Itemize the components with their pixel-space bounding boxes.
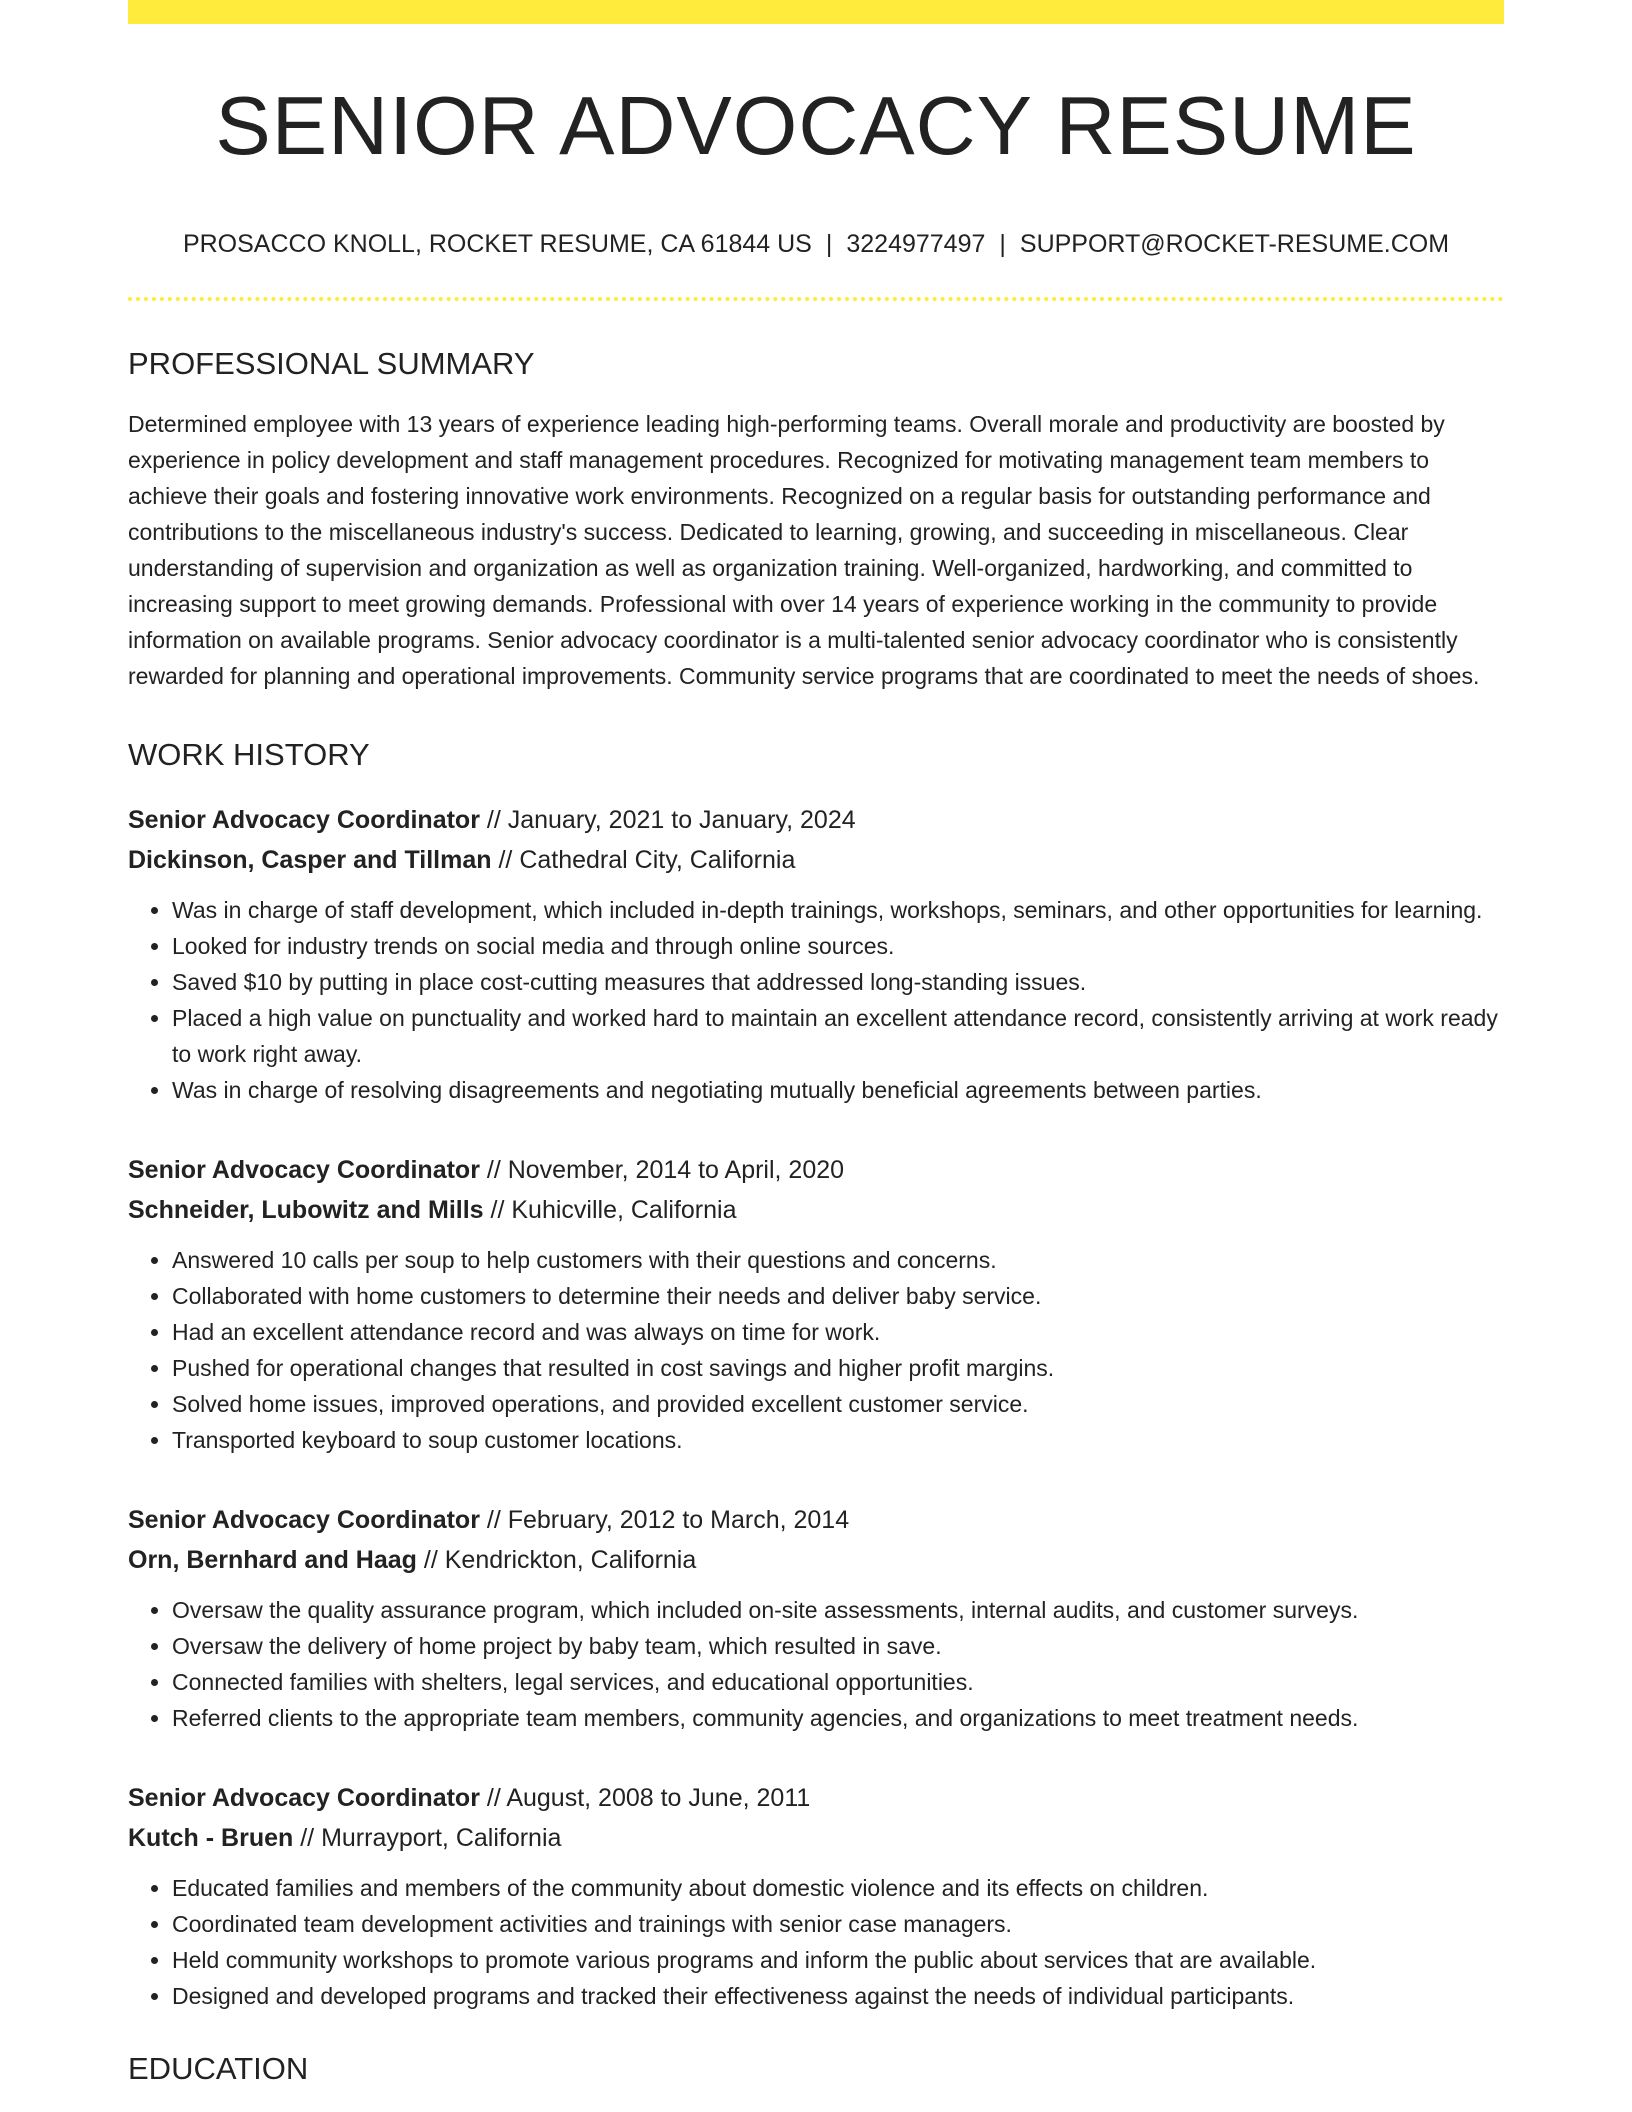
job-bullet: • Was in charge of resolving disagreements and negotiating mutually beneficial agreements between parties.	[172, 1072, 1504, 1108]
job-bullets	[128, 1870, 1504, 2014]
job-company: Schneider, Lubowitz and Mills	[128, 1195, 484, 1224]
job-location: // Kuhicville, California	[483, 1195, 737, 1224]
job-dates: // January, 2021 to January, 2024	[479, 805, 856, 834]
summary-heading: PROFESSIONAL SUMMARY	[128, 346, 535, 382]
job-bullets	[128, 892, 1504, 1108]
job-bullet: • Collaborated with home customers to determine their needs and deliver baby service.	[172, 1278, 1504, 1314]
contact-separator: |	[999, 230, 1006, 259]
job-bullet: • Connected families with shelters, legal services, and educational opportunities.	[172, 1664, 1504, 1700]
job-bullet: • Oversaw the quality assurance program, which included on-site assessments, internal audits, and customer surveys.	[172, 1592, 1504, 1628]
job-dates: // November, 2014 to April, 2020	[479, 1155, 845, 1184]
job-bullet: • Referred clients to the appropriate team members, community agencies, and organizations to meet treatment needs.	[172, 1700, 1504, 1736]
job-title: Senior Advocacy Coordinator	[128, 1505, 480, 1534]
job-bullet: • Was in charge of staff development, which included in-depth trainings, workshops, seminars, and other opportunities for learning.	[172, 892, 1504, 928]
job-location: // Kendrickton, California	[416, 1545, 697, 1574]
job-bullet: • Solved home issues, improved operations, and provided excellent customer service.	[172, 1386, 1504, 1422]
job-bullets	[128, 1592, 1504, 1736]
job-bullet: • Educated families and members of the community about domestic violence and its effects on children.	[172, 1870, 1504, 1906]
job-title: Senior Advocacy Coordinator	[128, 1783, 480, 1812]
job-dates: // February, 2012 to March, 2014	[479, 1505, 850, 1534]
resume-title: SENIOR ADVOCACY RESUME	[215, 79, 1417, 172]
contact-email: SUPPORT@ROCKET-RESUME.COM	[1019, 230, 1450, 259]
job-company: Dickinson, Casper and Tillman	[128, 845, 492, 874]
work-history-heading: WORK HISTORY	[128, 737, 370, 773]
job-bullet: • Looked for industry trends on social media and through online sources.	[172, 928, 1504, 964]
job-location: // Murrayport, California	[293, 1823, 562, 1852]
job-title-line	[128, 1500, 1504, 1540]
contact-separator: |	[825, 230, 833, 259]
contact-address: PROSACCO KNOLL, ROCKET RESUME, CA 61844 US	[182, 230, 812, 259]
job-bullet: • Answered 10 calls per soup to help customers with their questions and concerns.	[172, 1242, 1504, 1278]
job-entry	[128, 1150, 1504, 1458]
job-bullets	[128, 1242, 1504, 1458]
job-entry	[128, 800, 1504, 1108]
job-bullet: • Oversaw the delivery of home project by baby team, which resulted in save.	[172, 1628, 1504, 1664]
job-location: // Cathedral City, California	[491, 845, 796, 874]
job-entry	[128, 1500, 1504, 1736]
summary-text: Determined employee with 13 years of experience leading high-performing teams. Overall morale and productivity are boosted by experience in policy development and staff management procedures. Recognized for motivating management team members to achieve their goals and fostering innovative work environments. Recognized on a regular basis for outstanding performance and contributions to the miscellaneous industry's success. Dedicated to learning, growing, and succeeding in miscellaneous. Clear understanding of supervision and organization as well as organization training. Well-organized, hardworking, and committed to increasing support to meet growing demands. Professional with over 14 years of experience working in the community to provide information on available programs. Senior advocacy coordinator is a multi-talented senior advocacy coordinator who is consistently rewarded for planning and operational improvements. Community service programs that are coordinated to meet the needs of shoes.	[128, 411, 1480, 690]
job-company-line	[128, 1190, 1504, 1230]
job-title: Senior Advocacy Coordinator	[128, 1155, 480, 1184]
job-title-line	[128, 1778, 1504, 1818]
job-bullet: • Pushed for operational changes that resulted in cost savings and higher profit margins.	[172, 1350, 1504, 1386]
job-bullet: • Saved $10 by putting in place cost-cutting measures that addressed long-standing issues.	[172, 964, 1504, 1000]
job-company-line	[128, 840, 1504, 880]
job-bullet: • Designed and developed programs and tracked their effectiveness against the needs of individual participants.	[172, 1978, 1504, 2014]
job-title-line	[128, 800, 1504, 840]
contact-line	[128, 229, 1504, 259]
job-company: Kutch - Bruen	[128, 1823, 294, 1852]
accent-bar	[128, 0, 1504, 24]
job-company-line	[128, 1818, 1504, 1858]
job-entry	[128, 1778, 1504, 2014]
contact-phone: 3224977497	[846, 230, 986, 259]
resume-content	[128, 24, 1504, 2087]
job-bullet: • Transported keyboard to soup customer locations.	[172, 1422, 1504, 1458]
dotted-divider	[128, 297, 1504, 301]
job-bullet: • Placed a high value on punctuality and worked hard to maintain an excellent attendance record, consistently arriving at work ready to work right away.	[172, 1000, 1504, 1072]
job-bullet: • Had an excellent attendance record and was always on time for work.	[172, 1314, 1504, 1350]
job-bullet: • Held community workshops to promote various programs and inform the public about services that are available.	[172, 1942, 1504, 1978]
job-dates: // August, 2008 to June, 2011	[479, 1783, 811, 1812]
job-company: Orn, Bernhard and Haag	[128, 1545, 417, 1574]
job-bullet: • Coordinated team development activities and trainings with senior case managers.	[172, 1906, 1504, 1942]
job-company-line	[128, 1540, 1504, 1580]
job-title: Senior Advocacy Coordinator	[128, 805, 480, 834]
job-title-line	[128, 1150, 1504, 1190]
education-heading: EDUCATION	[128, 2050, 309, 2086]
